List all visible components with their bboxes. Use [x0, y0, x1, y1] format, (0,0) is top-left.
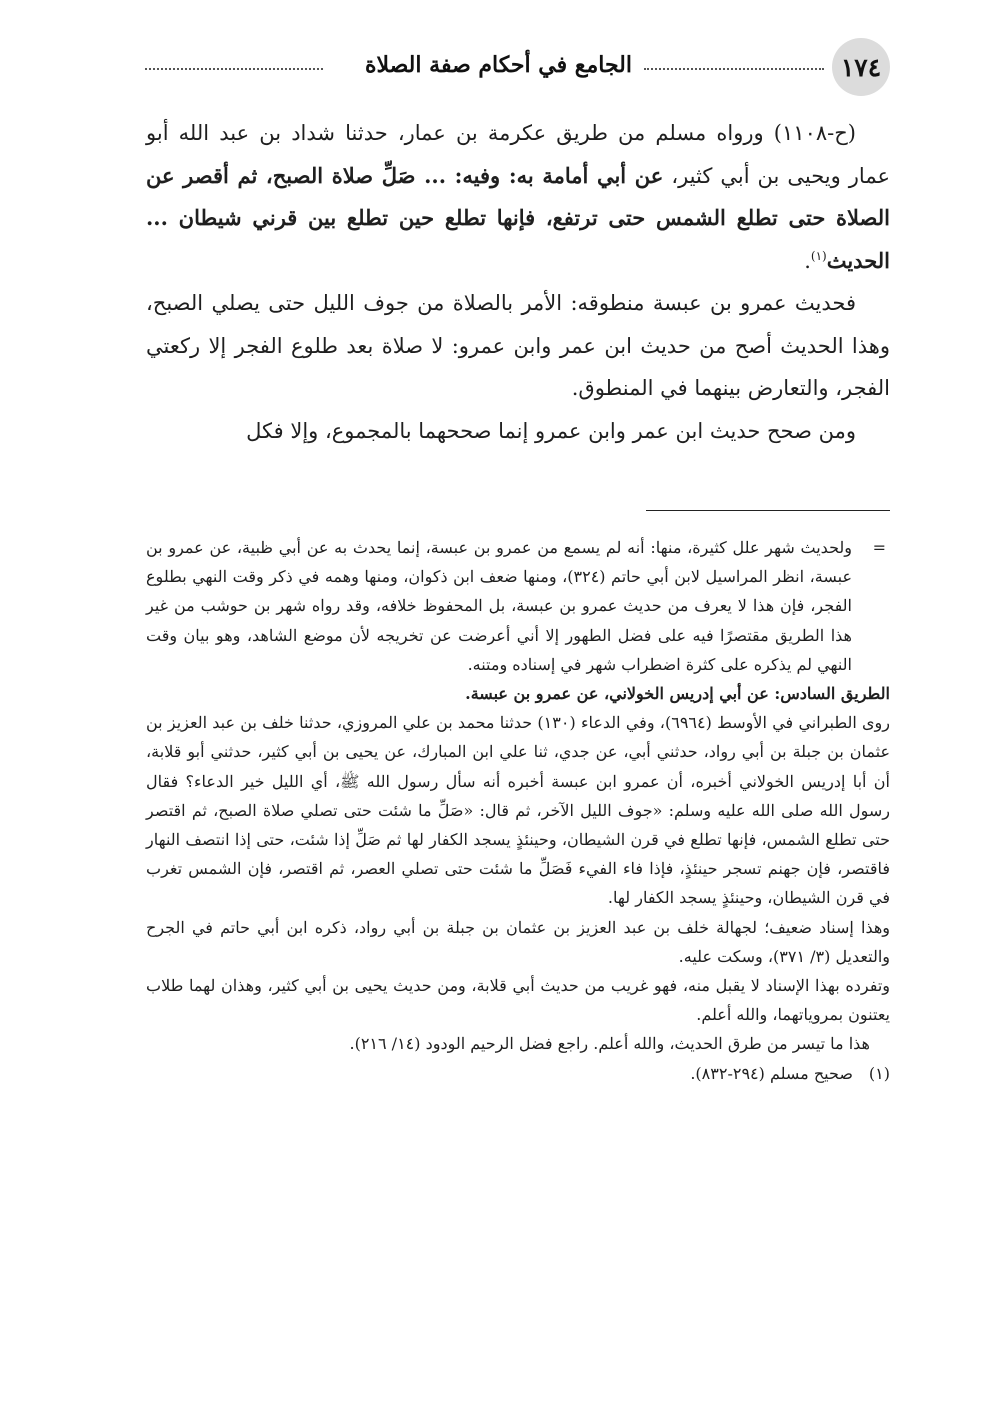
footnote-1-text: صحيح مسلم (٢٩٤-٨٣٢).: [690, 1063, 853, 1083]
footnote-separator: [646, 510, 890, 511]
continuation-mark: =: [872, 538, 886, 557]
header-dotted-line-left: [145, 68, 323, 70]
main-paragraph-1: [146, 112, 890, 282]
page-header: [145, 38, 890, 96]
main-paragraph-3: ومن صحح حديث ابن عمر وابن عمرو إنما صححهما بالمجموع، وإلا فكل: [246, 418, 856, 443]
main-text: [146, 112, 890, 452]
page-number: ١٧٤: [832, 38, 890, 96]
footnote-paragraph-tafarrud: وتفرده بهذا الإسناد لا يقبل منه، فهو غريب من حديث أبي قلابة، ومن حديث يحيى بن أبي كثير، وهذان لهما طلاب يعتنون بمروياتهما، والله أعلم.: [146, 976, 890, 1025]
footnote-ref-1[interactable]: (١): [810, 248, 827, 263]
footnote-1: [146, 1059, 890, 1088]
footnote-paragraph-isnad: وهذا إسناد ضعيف؛ لجهالة خلف بن عبد العزيز بن عثمان بن جبلة بن أبي رواد، ذكره ابن أبي حاتم في الجرح والتعديل (٣/ ٣٧١)، وسكت عليه.: [146, 917, 891, 966]
book-title: الجامع في أحكام صفة الصلاة: [364, 52, 632, 78]
footnote-paragraph-conclusion: هذا ما تيسر من طرق الحديث، والله أعلم. راجع فضل الرحيم الودود (١٤/ ٢١٦).: [349, 1034, 870, 1054]
footnotes: [146, 533, 890, 1088]
header-dotted-line-right: [644, 68, 824, 70]
hadith-citation: (ح-١١٠٨) ورواه مسلم من طريق عكرمة بن عمار، حدثنا شداد بن عبد الله أبو عمار ويحيى بن أبي كثير،: [146, 121, 890, 188]
hadith-text-bold: عن أبي أمامة به: وفيه: ... صَلِّ صلاة الصبح، ثم أقصر عن الصلاة حتى تطلع الشمس حتى ترتفع، فإنها تطلع حين تطلع بين قرني شيطان ... الحديث: [146, 162, 890, 273]
period: .: [804, 248, 811, 273]
main-paragraph-2: فحديث عمرو بن عبسة منطوقه: الأمر بالصلاة من جوف الليل حتى يصلي الصبح، وهذا الحديث أصح من حديث ابن عمر وابن عمرو: لا صلاة بعد طلوع الفجر إلا ركعتي الفجر، والتعارض بينهما في المنطوق.: [146, 291, 890, 400]
footnote-continuation: [146, 533, 890, 679]
footnote-1-number: (١): [868, 1063, 890, 1083]
footnote-paragraph-tabarani: روى الطبراني في الأوسط (٦٩٦٤)، وفي الدعاء (١٣٠) حدثنا محمد بن علي المروزي، حدثنا خلف بن عبد العزيز بن عثمان بن جبلة بن أبي رواد، حدثني أبي، عن جدي، ثنا علي ابن المبارك، عن يحيى بن أبي كثير، حدثني أبو قلابة، أن أبا إدريس الخولاني أخبره، أن عمرو ابن عبسة أخبره أنه سأل رسول الله ﷺ، أي الليل خير الدعاء؟ فقال رسول الله صلى الله عليه وسلم: «جوف الليل الآخر، ثم قال: «صَلِّ ما شئت حتى تصلي صلاة الصبح، ثم اقتصر حتى تطلع الشمس، فإنها تطلع في قرن الشيطان، وحينئذٍ يسجد الكفار لها ثم صَلِّ إذا شئت، حتى إذا انتصف النهار فاقتصر، فإن جهنم تسجر حينئذٍ، فإذا فاء الفيء فَصَلِّ ما شئت حتى تصلي العصر، ثم اقتصر، فإن الشمس تغرب في قرن الشيطان، وحينئذٍ يسجد الكفار لها.: [146, 713, 891, 908]
footnote-continuation-text: ولحديث شهر علل كثيرة، منها: أنه لم يسمع من عمرو بن عبسة، إنما يحدث به عن أبي ظبية، عن عمرو بن عبسة، انظر المراسيل لابن أبي حاتم (٣٢٤)، ومنها ضعف ابن ذكوان، ومنها وهمه في ذكر وقت النهي بطلوع الفجر، فإن هذا لا يعرف من حديث عمرو بن عبسة، بل المحفوظ خلافه، وقد رواه شهر بن حوشب من غير هذا الطريق مقتصرًا فيه على فضل الطهور إلا أني أعرضت عن تخريجه لأن موضع الشاهد، وهو بيان وقت النهي لم يذكره على كثرة اضطراب شهر في إسناده ومتنه.: [146, 538, 853, 674]
footnote-heading: الطريق السادس: عن أبي إدريس الخولاني، عن عمرو بن عبسة.: [465, 684, 890, 704]
